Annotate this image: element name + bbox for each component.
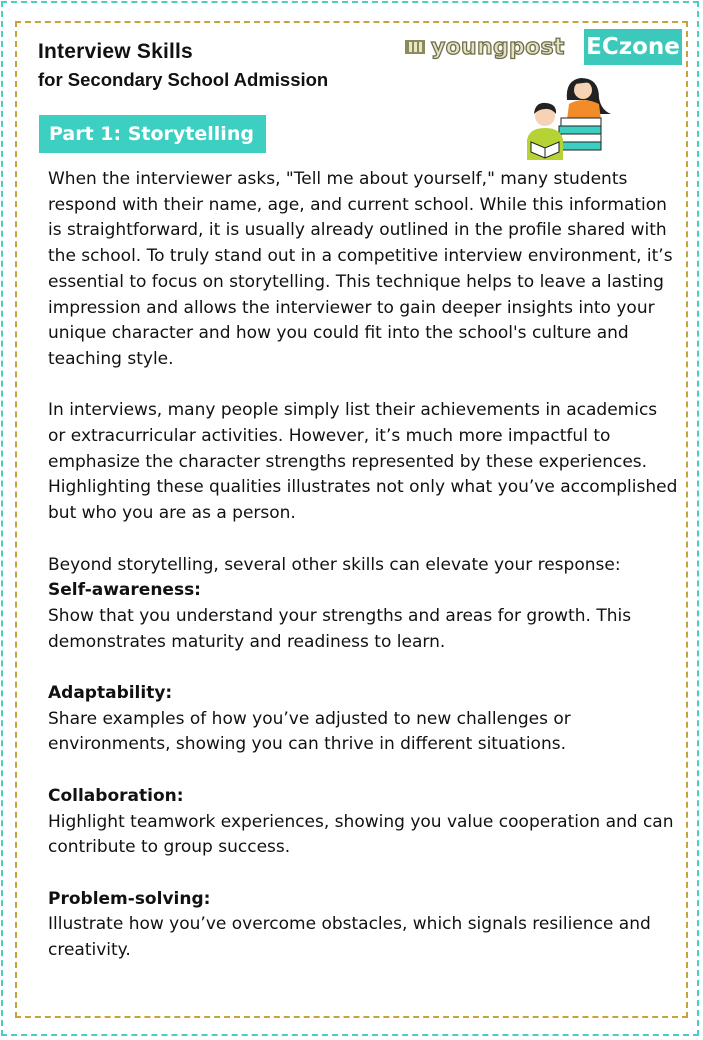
paragraph-beyond-storytelling: Beyond storytelling, several other skills can elevate your response: xyxy=(48,554,621,575)
skill-text-self-awareness: Show that you understand your strengths and areas for growth. This demonstrates maturity and readiness to learn. xyxy=(48,605,632,652)
skill-heading-self-awareness: Self-awareness: xyxy=(48,580,201,601)
students-reading-illustration xyxy=(515,70,625,162)
paragraph-intro-storytelling: When the interviewer asks, "Tell me about yourself," many students respond with their name, age, and current school. While this information is straightforward, it is usually already outlined in the profile shared with the school. To truly stand out in a competitive interview environment, it’s essential to focus on storytelling. This technique helps to leave a lasting impression and allows the interviewer to gain deeper insights into your unique character and how you could fit into the school's culture and teaching style. xyxy=(48,169,673,369)
paragraph-achievements: In interviews, many people simply list their achievements in academics or extracurricular activities. However, it’s much more impactful to emphasize the character strengths represented by these experiences. Highlighting these qualities illustrates not only what you’ve accomplished but who you are as a person. xyxy=(48,400,678,524)
page-title: Interview Skills xyxy=(38,40,193,63)
skill-text-adaptability: Share examples of how you’ve adjusted to new challenges or environments, showing you can thrive in different situations. xyxy=(48,708,571,755)
skill-heading-problem-solving: Problem-solving: xyxy=(48,888,211,909)
eczone-logo: ECzone xyxy=(584,29,682,65)
youngpost-logo-text: youngpost xyxy=(431,34,565,60)
article-body xyxy=(48,167,678,964)
skill-heading-adaptability: Adaptability: xyxy=(48,683,173,704)
page-subtitle: for Secondary School Admission xyxy=(38,69,329,90)
section-label-storytelling: Part 1: Storytelling xyxy=(39,115,266,153)
youngpost-mark-icon xyxy=(405,40,425,54)
youngpost-logo xyxy=(405,34,565,60)
skill-text-problem-solving: Illustrate how you’ve overcome obstacles, which signals resilience and creativity. xyxy=(48,914,651,961)
skill-text-collaboration: Highlight teamwork experiences, showing you value cooperation and can contribute to group success. xyxy=(48,811,674,858)
skill-heading-collaboration: Collaboration: xyxy=(48,785,184,806)
